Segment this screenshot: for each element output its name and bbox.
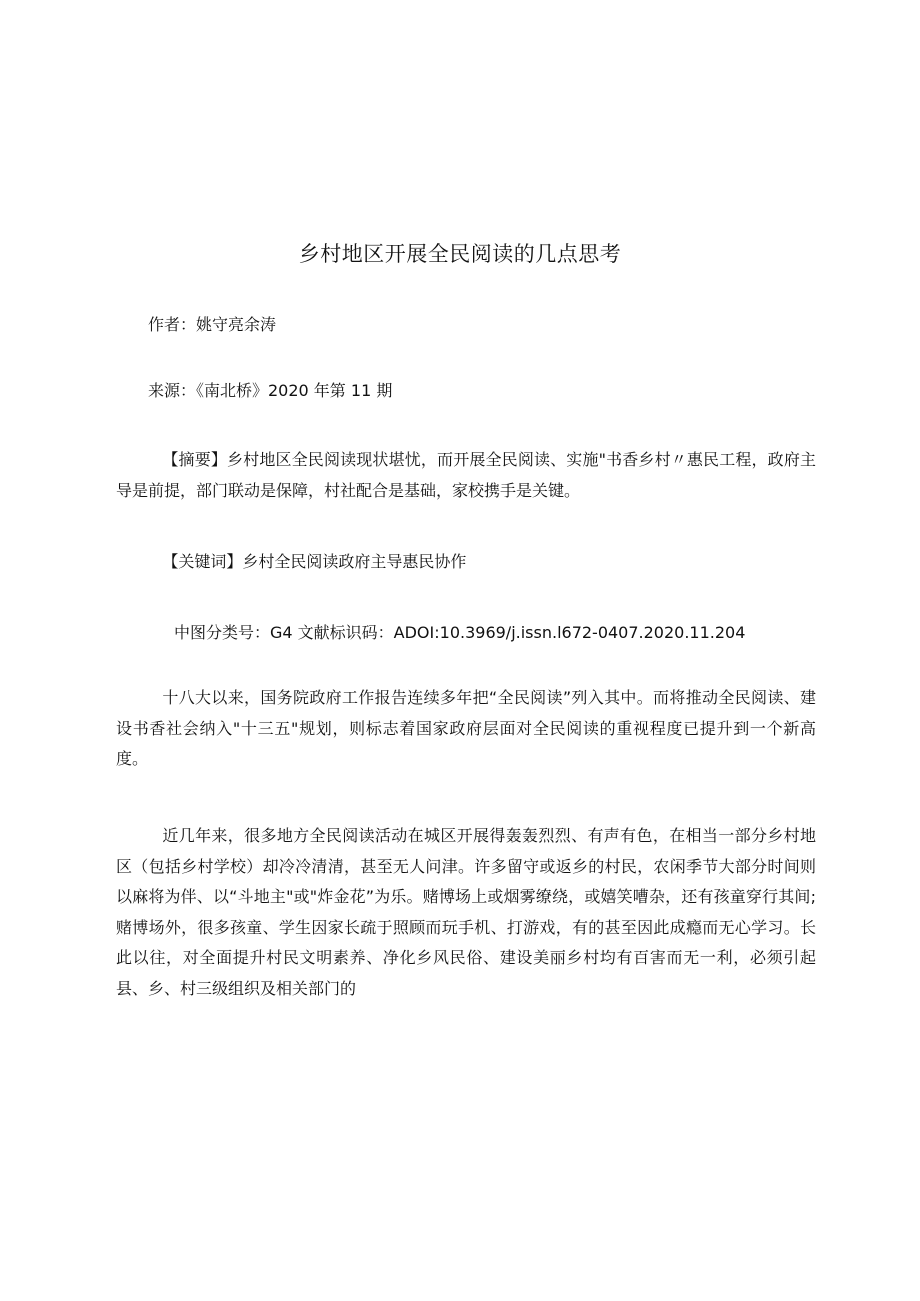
body-paragraph-1: 十八大以来，国务院政府工作报告连续多年把“全民阅读”列入其中。而将推动全民阅读、建设书香社会纳入"十三五"规划，则标志着国家政府层面对全民阅读的重视程度已提升到一个新高度。 — [116, 688, 816, 768]
source-line: 来源：《南北桥》2020 年第 11 期 — [148, 381, 393, 400]
article-title: 乡村地区开展全民阅读的几点思考 — [298, 242, 622, 266]
body-paragraph-2: 近几年来，很多地方全民阅读活动在城区开展得轰轰烈烈、有声有色，在相当一部分乡村地区（包括乡村学校）却冷冷清清，甚至无人问津。许多留守或返乡的村民，农闲季节大部分时间则以麻将为伴、以“斗地主"或"炸金花”为乐。赌博场上或烟雾缭绕，或嬉笑嘈杂，还有孩童穿行其间;赌博场外，很多孩童、学生因家长疏于照顾而玩手机、打游戏，有的甚至因此成瘾而无心学习。长此以往，对全面提升村民文明素养、净化乡风民俗、建设美丽乡村均有百害而无一利，必须引起县、乡、村三级组织及相关部门的 — [116, 826, 816, 998]
abstract-paragraph: 【摘要】乡村地区全民阅读现状堪忧，而开展全民阅读、实施"书香乡村〃惠民工程，政府主导是前提，部门联动是保障，村社配合是基础，家校携手是关键。 — [116, 450, 816, 500]
author-line: 作者：姚守亮余涛 — [148, 315, 277, 334]
classification-line: 中图分类号：G4 文献标识码：ADOI:10.3969∕j.issn.l672-0407.2020.11.204 — [174, 623, 746, 642]
keywords-paragraph: 【关键词】乡村全民阅读政府主导惠民协作 — [162, 552, 467, 571]
